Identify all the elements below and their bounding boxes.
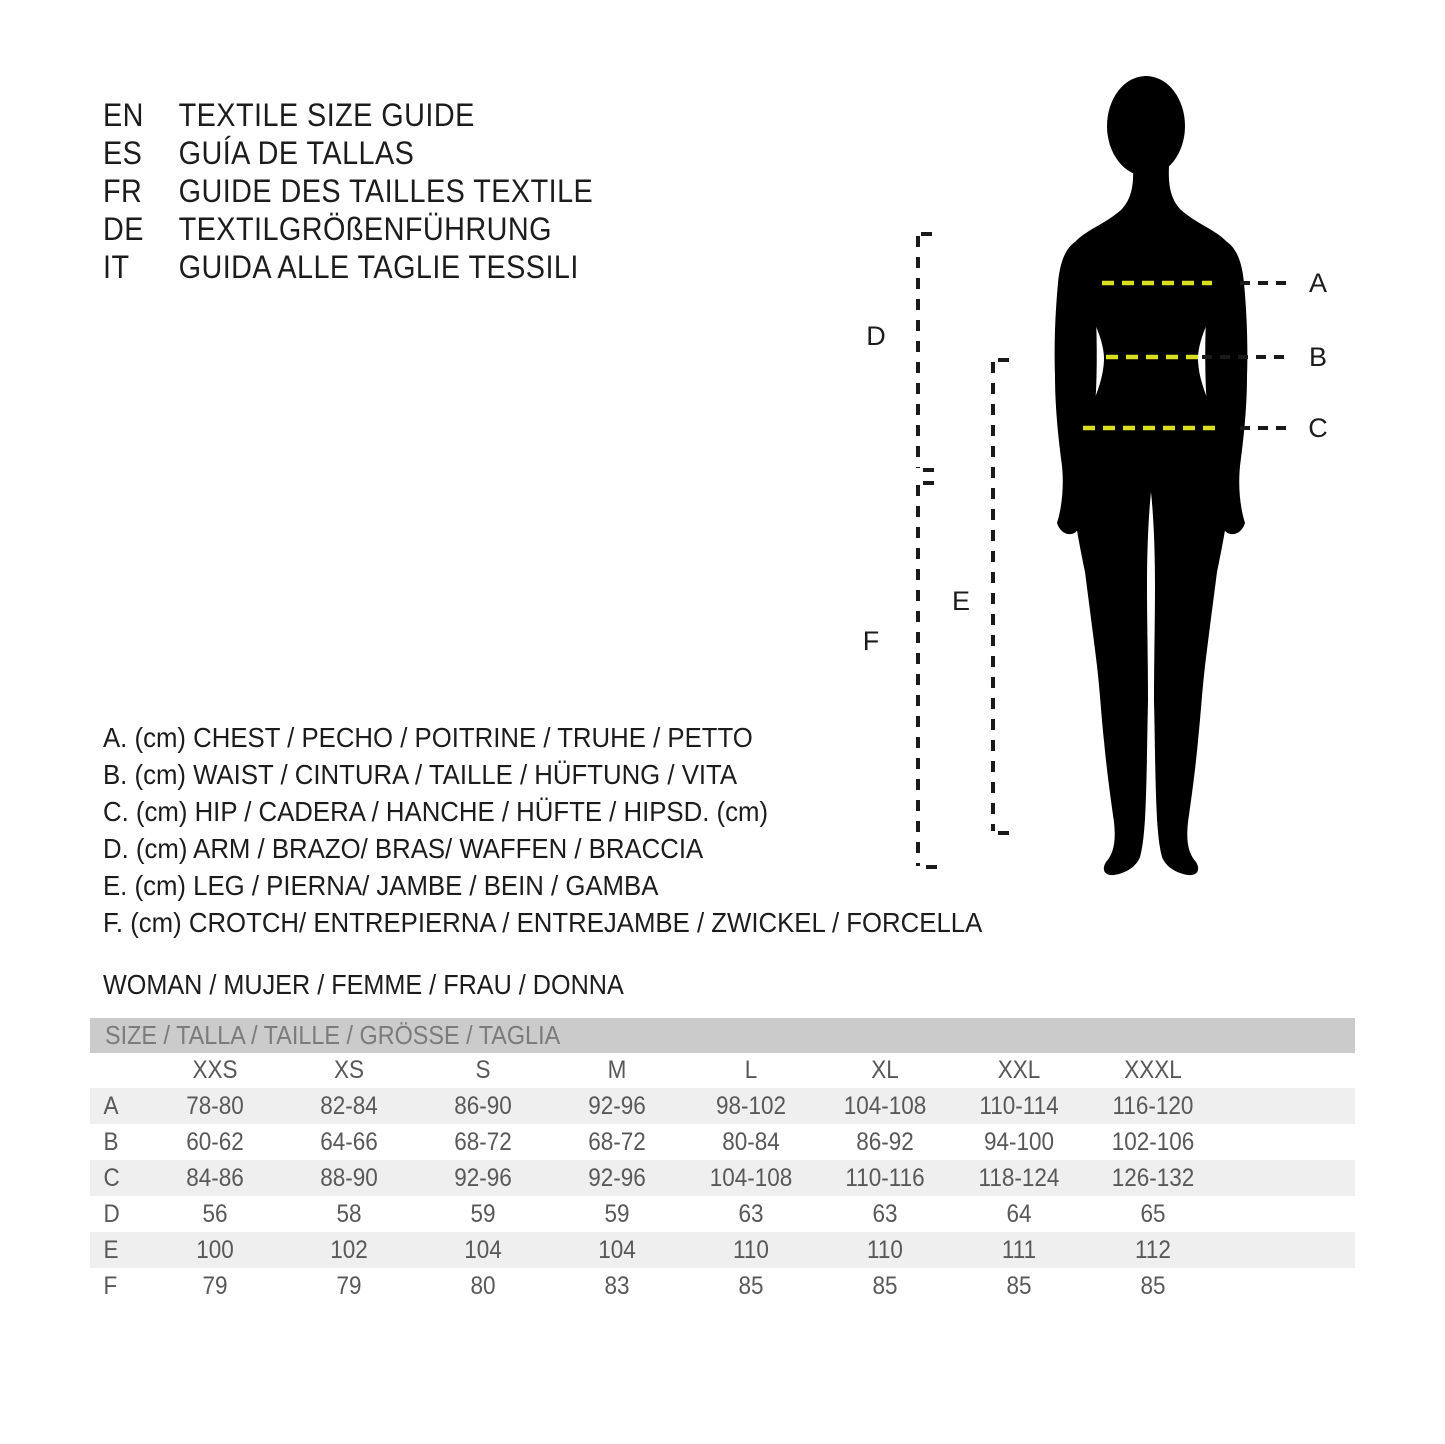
woman-head bbox=[1107, 76, 1185, 176]
guide-title: TEXTILGRÖßENFÜHRUNG bbox=[178, 210, 552, 247]
cell: 86-90 bbox=[454, 1091, 512, 1120]
cell: 58 bbox=[336, 1199, 362, 1228]
figure-label-waist: B bbox=[1308, 342, 1328, 372]
legend-line-chest: A. (cm) CHEST / PECHO / POITRINE / TRUHE / PETTO bbox=[103, 722, 753, 753]
language-row bbox=[103, 96, 593, 134]
column-header-xxl: XXL bbox=[997, 1056, 1041, 1084]
cell: 126-132 bbox=[1111, 1163, 1195, 1192]
column-header-xs: XS bbox=[333, 1056, 365, 1084]
row-label: B bbox=[103, 1127, 119, 1156]
cell: 110 bbox=[867, 1235, 903, 1264]
cell: 63 bbox=[872, 1199, 898, 1228]
cell: 60-62 bbox=[186, 1127, 244, 1156]
row-label: A bbox=[103, 1091, 119, 1120]
cell: 86-92 bbox=[856, 1127, 914, 1156]
guide-title: GUIDE DES TAILLES TEXTILE bbox=[178, 172, 594, 209]
guide-title: GUÍA DE TALLAS bbox=[178, 134, 415, 171]
section-title bbox=[103, 969, 682, 1001]
cell: 110 bbox=[733, 1235, 769, 1264]
size-table-header-bar bbox=[90, 1018, 1355, 1053]
cell: 79 bbox=[202, 1271, 228, 1300]
table-row-hip bbox=[90, 1160, 1355, 1196]
row-label: D bbox=[103, 1199, 120, 1228]
section-title-text: WOMAN / MUJER / FEMME / FRAU / DONNA bbox=[103, 969, 624, 1000]
language-row bbox=[103, 248, 593, 286]
size-table-header-text: SIZE / TALLA / TAILLE / GRÖSSE / TAGLIA bbox=[105, 1020, 561, 1050]
column-header-s: S bbox=[475, 1056, 491, 1084]
cell: 68-72 bbox=[588, 1127, 646, 1156]
figure-label-leg: E bbox=[951, 586, 971, 616]
column-header-xl: XL bbox=[871, 1056, 899, 1084]
cell: 83 bbox=[604, 1271, 630, 1300]
cell: 63 bbox=[738, 1199, 764, 1228]
cell: 110-114 bbox=[979, 1091, 1059, 1120]
cell: 59 bbox=[470, 1199, 496, 1228]
figure-label-crotch: F bbox=[862, 626, 880, 656]
size-table-column-header-row bbox=[90, 1053, 1355, 1088]
language-code: ES bbox=[103, 134, 143, 171]
language-row bbox=[103, 210, 593, 248]
figure-label-arm: D bbox=[866, 321, 886, 351]
column-header-l: L bbox=[744, 1056, 758, 1084]
table-row-chest bbox=[90, 1088, 1355, 1124]
cell: 85 bbox=[1006, 1271, 1032, 1300]
cell: 68-72 bbox=[454, 1127, 512, 1156]
cell: 111 bbox=[1001, 1235, 1037, 1264]
language-code: EN bbox=[103, 96, 144, 133]
cell: 102 bbox=[330, 1235, 368, 1264]
table-row-leg bbox=[90, 1232, 1355, 1268]
language-code: DE bbox=[103, 210, 144, 247]
legend-line-hip: C. (cm) HIP / CADERA / HANCHE / HÜFTE / HIPSD. (cm) bbox=[103, 796, 769, 827]
cell: 65 bbox=[1140, 1199, 1166, 1228]
column-header-xxxl: XXXL bbox=[1124, 1056, 1182, 1084]
cell: 56 bbox=[202, 1199, 228, 1228]
row-label: C bbox=[103, 1163, 120, 1192]
guide-title: TEXTILE SIZE GUIDE bbox=[178, 96, 475, 133]
guide-title: GUIDA ALLE TAGLIE TESSILI bbox=[178, 248, 579, 285]
column-header-m: M bbox=[607, 1056, 627, 1084]
table-row-waist bbox=[90, 1124, 1355, 1160]
cell: 59 bbox=[604, 1199, 630, 1228]
size-table bbox=[90, 1018, 1355, 1304]
cell: 78-80 bbox=[186, 1091, 244, 1120]
legend-line-crotch: F. (cm) CROTCH/ ENTREPIERNA / ENTREJAMBE / ZWICKEL / FORCELLA bbox=[103, 907, 983, 938]
cell: 80-84 bbox=[722, 1127, 780, 1156]
cell: 64-66 bbox=[320, 1127, 378, 1156]
cell: 102-106 bbox=[1111, 1127, 1195, 1156]
cell: 100 bbox=[196, 1235, 234, 1264]
cell: 104 bbox=[598, 1235, 636, 1264]
column-header-xxs: XXS bbox=[192, 1056, 238, 1084]
cell: 85 bbox=[872, 1271, 898, 1300]
language-row bbox=[103, 172, 593, 210]
figure-label-hip: C bbox=[1308, 413, 1328, 443]
cell: 88-90 bbox=[320, 1163, 378, 1192]
cell: 64 bbox=[1006, 1199, 1032, 1228]
cell: 116-120 bbox=[1112, 1091, 1194, 1120]
cell: 112 bbox=[1135, 1235, 1171, 1264]
legend-line-waist: B. (cm) WAIST / CINTURA / TAILLE / HÜFTUNG / VITA bbox=[103, 759, 738, 790]
cell: 104-108 bbox=[843, 1091, 927, 1120]
language-code: IT bbox=[103, 248, 130, 285]
cell: 82-84 bbox=[320, 1091, 378, 1120]
cell: 84-86 bbox=[186, 1163, 244, 1192]
language-row bbox=[103, 134, 593, 172]
cell: 104-108 bbox=[709, 1163, 793, 1192]
cell: 92-96 bbox=[454, 1163, 512, 1192]
legend-line-arm: D. (cm) ARM / BRAZO/ BRAS/ WAFFEN / BRACCIA bbox=[103, 833, 704, 864]
cell: 110-116 bbox=[845, 1163, 925, 1192]
cell: 85 bbox=[1140, 1271, 1166, 1300]
cell: 94-100 bbox=[983, 1127, 1055, 1156]
figure-label-chest: A bbox=[1308, 268, 1328, 298]
cell: 92-96 bbox=[588, 1163, 646, 1192]
table-row-arm bbox=[90, 1196, 1355, 1232]
cell: 85 bbox=[738, 1271, 764, 1300]
cell: 98-102 bbox=[715, 1091, 787, 1120]
row-label: E bbox=[103, 1235, 119, 1264]
language-code: FR bbox=[103, 172, 143, 209]
cell: 104 bbox=[464, 1235, 502, 1264]
cell: 118-124 bbox=[978, 1163, 1060, 1192]
cell: 80 bbox=[470, 1271, 496, 1300]
cell: 79 bbox=[336, 1271, 362, 1300]
cell: 92-96 bbox=[588, 1091, 646, 1120]
table-row-crotch bbox=[90, 1268, 1355, 1304]
measurement-legend bbox=[103, 719, 1059, 941]
legend-line-leg: E. (cm) LEG / PIERNA/ JAMBE / BEIN / GAMBA bbox=[103, 870, 659, 901]
row-label: F bbox=[103, 1271, 118, 1300]
language-title-block bbox=[103, 96, 648, 286]
